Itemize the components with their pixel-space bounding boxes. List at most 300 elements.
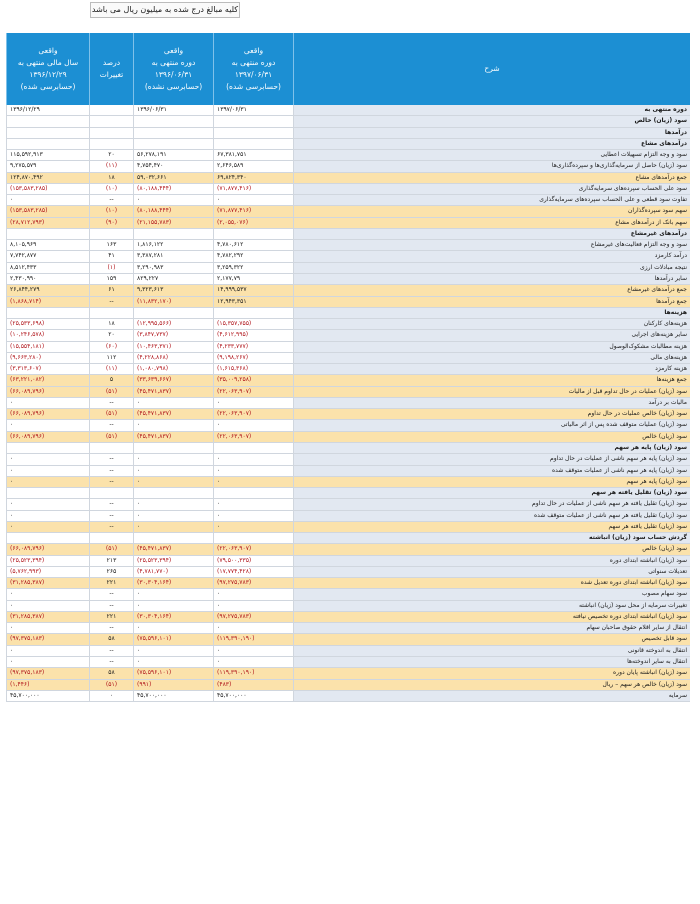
change-percent-cell: ۲۲۱ — [89, 612, 133, 622]
description-cell: جمع درآمدها — [293, 297, 690, 307]
description-cell: سود (زیان) خالص عملیات در حال تداوم — [293, 409, 690, 419]
year-1396-cell: (۱۵,۵۵۴,۱۸۱) — [6, 342, 89, 352]
period-1397-cell: ۰ — [213, 623, 293, 633]
change-percent-cell: ۵۸ — [89, 634, 133, 644]
table-row — [6, 556, 690, 567]
table-row — [6, 623, 690, 634]
table-row — [6, 578, 690, 589]
change-percent-cell: -- — [89, 646, 133, 656]
header-label: تغییرات — [99, 70, 124, 79]
table-row — [6, 161, 690, 172]
year-1396-cell: ۰ — [6, 499, 89, 509]
change-percent-cell: (۱۰) — [89, 206, 133, 216]
year-1396-cell: ۰ — [6, 646, 89, 656]
change-percent-cell — [89, 105, 133, 115]
period-1396-cell — [133, 488, 213, 498]
table-row — [6, 691, 690, 702]
period-1397-cell: (۱۱۹,۳۹۰,۱۹۰) — [213, 634, 293, 644]
description-cell: گردش حساب سود (زیان) انباشته — [293, 533, 690, 543]
table-header — [6, 33, 690, 105]
description-cell: سود سهام مصوب — [293, 589, 690, 599]
period-1397-cell: (۱,۶۱۵,۳۶۸) — [213, 364, 293, 374]
description-cell: سود (زیان) خالص — [293, 116, 690, 126]
year-1396-cell: (۳۱,۲۸۵,۳۸۷) — [6, 578, 89, 588]
table-row — [6, 589, 690, 600]
period-1397-cell: (۷۱,۸۷۷,۴۱۶) — [213, 184, 293, 194]
period-1396-cell: ۰ — [133, 420, 213, 430]
description-cell: جمع هزینه‌ها — [293, 375, 690, 385]
period-1396-cell: ۱,۸۱۶,۱۲۲ — [133, 240, 213, 250]
table-row — [6, 387, 690, 398]
period-1396-cell: ۴,۷۵۴,۴۷۰ — [133, 161, 213, 171]
period-1397-cell: ۰ — [213, 601, 293, 611]
table-row — [6, 240, 690, 251]
period-1396-cell: (۱۱,۸۳۲,۱۷۰) — [133, 297, 213, 307]
description-cell: سود (زیان) انباشته ابتدای دوره تعدیل شده — [293, 578, 690, 588]
change-percent-cell — [89, 308, 133, 318]
header-period-1397-col — [213, 33, 293, 105]
change-percent-cell — [89, 488, 133, 498]
year-1396-cell: ۸,۱۰۵,۹۶۹ — [6, 240, 89, 250]
year-1396-cell: ۲,۴۳۰,۹۹۰ — [6, 274, 89, 284]
change-percent-cell: -- — [89, 398, 133, 408]
change-percent-cell: -- — [89, 195, 133, 205]
year-1396-cell: ۰ — [6, 477, 89, 487]
description-cell: تعدیلات سنواتی — [293, 567, 690, 577]
change-percent-cell: ۵۸ — [89, 668, 133, 678]
change-percent-cell — [89, 533, 133, 543]
year-1396-cell: ۰ — [6, 195, 89, 205]
header-label: (حسابرسی شده) — [20, 82, 76, 91]
year-1396-cell: (۱۵۳,۵۸۳,۲۸۵) — [6, 184, 89, 194]
change-percent-cell: -- — [89, 657, 133, 667]
period-1396-cell: ۰ — [133, 499, 213, 509]
change-percent-cell: (۶۰) — [89, 342, 133, 352]
period-1396-cell — [133, 443, 213, 453]
change-percent-cell: (۱۰) — [89, 184, 133, 194]
description-cell: سود قابل تخصیص — [293, 634, 690, 644]
year-1396-cell: (۶۶,۰۸۹,۷۹۶) — [6, 387, 89, 397]
table-row — [6, 601, 690, 612]
period-1396-cell: (۷۵,۵۹۶,۱۰۱) — [133, 634, 213, 644]
table-body — [6, 105, 690, 702]
description-cell: سود (زیان) پایه هر سهم — [293, 443, 690, 453]
header-label: شرح — [484, 64, 500, 73]
description-cell: سود و وجه التزام فعالیت‌های غیرمشاع — [293, 240, 690, 250]
description-cell: هزینه‌های مالی — [293, 353, 690, 363]
change-percent-cell: ۱۶۳ — [89, 240, 133, 250]
period-1397-cell: ۴,۷۸۰,۶۱۲ — [213, 240, 293, 250]
year-1396-cell — [6, 116, 89, 126]
period-1396-cell: (۸۰,۱۸۸,۴۴۴) — [133, 184, 213, 194]
table-row — [6, 533, 690, 544]
period-1397-cell: (۱۱۹,۳۹۰,۱۹۰) — [213, 668, 293, 678]
period-1397-cell: (۹,۱۹۸,۲۶۷) — [213, 353, 293, 363]
header-label: سال مالی منتهی به — [17, 58, 79, 67]
table-row — [6, 218, 690, 229]
year-1396-cell: ۹,۲۷۵,۵۷۹ — [6, 161, 89, 171]
table-row — [6, 511, 690, 522]
period-1396-cell: (۱۲,۹۹۵,۵۶۶) — [133, 319, 213, 329]
table-row — [6, 409, 690, 420]
year-1396-cell — [6, 229, 89, 239]
year-1396-cell: ۰ — [6, 466, 89, 476]
header-change-col — [89, 33, 133, 105]
change-percent-cell: (۱۱) — [89, 364, 133, 374]
table-row — [6, 173, 690, 184]
table-row — [6, 420, 690, 431]
header-label: (حسابرسی نشده) — [144, 82, 203, 91]
period-1397-cell: (۴,۲۳۳,۷۷۷) — [213, 342, 293, 352]
period-1396-cell: (۱۰,۴۶۳,۳۷۱) — [133, 342, 213, 352]
description-cell: جمع درآمدهای مشاع — [293, 173, 690, 183]
period-1396-cell: ۴۵,۷۰۰,۰۰۰ — [133, 691, 213, 701]
table-row — [6, 195, 690, 206]
period-1397-cell: ۲,۶۴۶,۵۸۹ — [213, 161, 293, 171]
year-1396-cell: ۱۳۹۶/۱۲/۲۹ — [6, 105, 89, 115]
change-percent-cell: ۲۰ — [89, 330, 133, 340]
period-1396-cell: (۴,۲۲۸,۸۶۸) — [133, 353, 213, 363]
period-1396-cell: (۷۵,۵۹۶,۱۰۱) — [133, 668, 213, 678]
change-percent-cell: -- — [89, 589, 133, 599]
year-1396-cell: (۵,۷۶۲,۹۹۳) — [6, 567, 89, 577]
change-percent-cell: (۱۱) — [89, 161, 133, 171]
table-row — [6, 353, 690, 364]
period-1396-cell — [133, 116, 213, 126]
period-1397-cell: (۲,۰۵۵,۰۷۶) — [213, 218, 293, 228]
change-percent-cell — [89, 443, 133, 453]
description-cell: سود (زیان) پایه هر سهم ناشی از عملیات در حال تداوم — [293, 454, 690, 464]
year-1396-cell: (۶۳,۲۲۱,۰۸۲) — [6, 375, 89, 385]
description-cell: سود (زیان) حاصل از سرمایه‌گذاری‌ها و سپرده‌گذاری‌ها — [293, 161, 690, 171]
description-cell: سود (زیان) خالص هر سهم – ریال — [293, 680, 690, 690]
year-1396-cell — [6, 128, 89, 138]
description-cell: درآمدهای مشاع — [293, 139, 690, 149]
description-cell: سود (زیان) تقلیل یافته هر سهم — [293, 522, 690, 532]
period-1396-cell: ۰ — [133, 646, 213, 656]
period-1397-cell: ۴,۷۸۲,۲۹۲ — [213, 251, 293, 261]
description-cell: سود (زیان) تقلیل یافته هر سهم — [293, 488, 690, 498]
description-cell: هزینه‌های کارکنان — [293, 319, 690, 329]
change-percent-cell: -- — [89, 477, 133, 487]
period-1396-cell — [133, 533, 213, 543]
period-1397-cell: (۲۲,۰۶۳,۹۰۷) — [213, 387, 293, 397]
year-1396-cell: ۴۵,۷۰۰,۰۰۰ — [6, 691, 89, 701]
year-1396-cell: ۲۶,۸۴۴,۲۷۹ — [6, 285, 89, 295]
period-1396-cell — [133, 229, 213, 239]
table-row — [6, 668, 690, 679]
table-row — [6, 398, 690, 409]
period-1397-cell: ۴۵,۷۰۰,۰۰۰ — [213, 691, 293, 701]
description-cell: هزینه‌ها — [293, 308, 690, 318]
period-1397-cell — [213, 229, 293, 239]
description-cell: سود (زیان) انباشته پایان دوره — [293, 668, 690, 678]
table-row — [6, 263, 690, 274]
period-1396-cell: ۰ — [133, 589, 213, 599]
period-1396-cell: (۳۳,۶۳۹,۶۶۷) — [133, 375, 213, 385]
description-cell: انتقال از سایر اقلام حقوق صاحبان سهام — [293, 623, 690, 633]
description-cell: سود (زیان) پایه هر سهم — [293, 477, 690, 487]
table-row — [6, 274, 690, 285]
change-percent-cell: ۱۱۲ — [89, 353, 133, 363]
change-percent-cell: -- — [89, 454, 133, 464]
table-row — [6, 544, 690, 555]
table-row — [6, 680, 690, 691]
period-1397-cell: (۴۸۳) — [213, 680, 293, 690]
description-cell: سایر درآمدها — [293, 274, 690, 284]
period-1396-cell: ۳,۲۹۰,۹۸۳ — [133, 263, 213, 273]
year-1396-cell — [6, 488, 89, 498]
description-cell: نتیجه مبادلات ارزی — [293, 263, 690, 273]
period-1397-cell: ۰ — [213, 589, 293, 599]
change-percent-cell — [89, 128, 133, 138]
description-cell: سایر هزینه‌های اجرایی — [293, 330, 690, 340]
change-percent-cell: -- — [89, 297, 133, 307]
table-row — [6, 105, 690, 116]
period-1397-cell: (۱۵,۳۵۷,۷۵۵) — [213, 319, 293, 329]
description-cell: سود (زیان) پایه هر سهم ناشی از عملیات متوقف شده — [293, 466, 690, 476]
year-1396-cell: (۲۸,۷۱۲,۷۹۳) — [6, 218, 89, 228]
header-period-1396-col — [133, 33, 213, 105]
year-1396-cell: ۰ — [6, 511, 89, 521]
description-cell: انتقال به سایر اندوخته‌ها — [293, 657, 690, 667]
period-1396-cell: (۸۰,۱۸۸,۴۴۴) — [133, 206, 213, 216]
period-1397-cell — [213, 128, 293, 138]
header-year-1396-col — [6, 33, 89, 105]
period-1396-cell: (۴۵,۴۷۱,۸۳۷) — [133, 387, 213, 397]
period-1396-cell: (۴۵,۴۷۱,۸۳۷) — [133, 544, 213, 554]
description-cell: سود (زیان) خالص — [293, 432, 690, 442]
year-1396-cell: (۲۵,۵۲۳,۳۹۴) — [6, 556, 89, 566]
description-cell: هزینه مطالبات مشکوک‌الوصول — [293, 342, 690, 352]
period-1397-cell: ۰ — [213, 511, 293, 521]
period-1397-cell: (۱۷,۷۷۴,۴۲۸) — [213, 567, 293, 577]
period-1397-cell: ۰ — [213, 477, 293, 487]
header-label: دوره منتهی به — [151, 58, 196, 67]
description-cell: سود (زیان) عملیات در حال تداوم قبل از مالیات — [293, 387, 690, 397]
year-1396-cell: (۶۶,۰۸۹,۷۹۶) — [6, 409, 89, 419]
period-1397-cell: (۹۷,۲۷۵,۷۸۳) — [213, 612, 293, 622]
year-1396-cell: (۶۶,۰۸۹,۷۹۶) — [6, 544, 89, 554]
description-cell: سود علی الحساب سپرده‌های سرمایه‌گذاری — [293, 184, 690, 194]
table-row — [6, 297, 690, 308]
year-1396-cell: ۰ — [6, 398, 89, 408]
change-percent-cell: ۵ — [89, 375, 133, 385]
table-row — [6, 567, 690, 578]
header-label: واقعی — [163, 46, 184, 55]
year-1396-cell: (۳۱,۲۸۵,۳۸۷) — [6, 612, 89, 622]
period-1397-cell: (۳۵,۰۰۹,۲۵۸) — [213, 375, 293, 385]
period-1397-cell: ۰ — [213, 646, 293, 656]
period-1396-cell: (۳۰,۳۰۴,۱۶۴) — [133, 578, 213, 588]
description-cell: درآمدها — [293, 128, 690, 138]
year-1396-cell: ۰ — [6, 454, 89, 464]
change-percent-cell: -- — [89, 601, 133, 611]
table-row — [6, 443, 690, 454]
year-1396-cell: ۱۲۴,۸۷۰,۴۹۲ — [6, 173, 89, 183]
header-label: ۱۳۹۷/۰۶/۳۱ — [234, 70, 273, 79]
period-1397-cell: (۷۹,۵۰۰,۳۳۵) — [213, 556, 293, 566]
table-row — [6, 466, 690, 477]
period-1397-cell: (۲۲,۰۶۳,۹۰۷) — [213, 432, 293, 442]
change-percent-cell: ۲۲۱ — [89, 578, 133, 588]
year-1396-cell: ۰ — [6, 589, 89, 599]
header-description-col — [293, 33, 690, 105]
description-cell: تغییرات سرمایه از محل سود (زیان) انباشته — [293, 601, 690, 611]
change-percent-cell: -- — [89, 511, 133, 521]
period-1397-cell — [213, 139, 293, 149]
table-row — [6, 184, 690, 195]
period-1396-cell: ۰ — [133, 601, 213, 611]
table-row — [6, 432, 690, 443]
period-1397-cell: ۱۳۹۷/۰۶/۳۱ — [213, 105, 293, 115]
period-1397-cell: ۳,۲۵۹,۳۲۲ — [213, 263, 293, 273]
period-1397-cell — [213, 308, 293, 318]
change-percent-cell: ۲۰ — [89, 150, 133, 160]
description-cell: درآمدهای غیرمشاع — [293, 229, 690, 239]
period-1396-cell: ۰ — [133, 454, 213, 464]
description-cell: سرمایه — [293, 691, 690, 701]
period-1396-cell: (۲۵,۵۲۳,۳۹۴) — [133, 556, 213, 566]
period-1397-cell: ۰ — [213, 657, 293, 667]
description-cell: انتقال به اندوخته قانونی — [293, 646, 690, 656]
description-cell: درآمد کارمزد — [293, 251, 690, 261]
description-cell: دوره منتهی به — [293, 105, 690, 115]
currency-note: کلیه مبالغ درج شده به میلیون ریال می باشد — [90, 2, 240, 18]
change-percent-cell: -- — [89, 522, 133, 532]
period-1396-cell: ۹,۳۲۳,۶۱۳ — [133, 285, 213, 295]
description-cell: هزینه کارمزد — [293, 364, 690, 374]
year-1396-cell: (۱,۸۶۸,۷۱۴) — [6, 297, 89, 307]
period-1396-cell: ۳,۳۸۷,۲۸۱ — [133, 251, 213, 261]
description-cell: سود (زیان) عملیات متوقف شده پس از اثر مالیاتی — [293, 420, 690, 430]
change-percent-cell: (۵۱) — [89, 680, 133, 690]
period-1397-cell: ۶۷,۳۸۱,۷۵۱ — [213, 150, 293, 160]
period-1397-cell: ۰ — [213, 398, 293, 408]
period-1396-cell: (۲۱,۱۵۵,۷۸۳) — [133, 218, 213, 228]
change-percent-cell — [89, 229, 133, 239]
table-row — [6, 128, 690, 139]
table-row — [6, 634, 690, 645]
change-percent-cell — [89, 139, 133, 149]
table-row — [6, 330, 690, 341]
change-percent-cell: -- — [89, 420, 133, 430]
table-row — [6, 612, 690, 623]
period-1396-cell: (۹۹۱) — [133, 680, 213, 690]
table-row — [6, 477, 690, 488]
period-1396-cell: ۰ — [133, 477, 213, 487]
description-cell: سود و وجه التزام تسهیلات اعطایی — [293, 150, 690, 160]
year-1396-cell: (۱,۴۴۶) — [6, 680, 89, 690]
change-percent-cell: (۹۰) — [89, 218, 133, 228]
year-1396-cell: (۹۷,۳۷۵,۱۸۳) — [6, 634, 89, 644]
table-row — [6, 657, 690, 668]
header-label: (حسابرسی شده) — [226, 82, 281, 91]
change-percent-cell: (۱) — [89, 263, 133, 273]
change-percent-cell: (۵۱) — [89, 409, 133, 419]
year-1396-cell: (۳,۳۱۳,۶۰۷) — [6, 364, 89, 374]
change-percent-cell: ۴۱ — [89, 251, 133, 261]
period-1397-cell — [213, 488, 293, 498]
change-percent-cell: -- — [89, 499, 133, 509]
period-1397-cell — [213, 533, 293, 543]
table-row — [6, 150, 690, 161]
period-1397-cell — [213, 443, 293, 453]
year-1396-cell: ۰ — [6, 522, 89, 532]
period-1396-cell: (۴,۷۸۱,۷۷۰) — [133, 567, 213, 577]
period-1397-cell — [213, 116, 293, 126]
year-1396-cell: ۸,۵۱۲,۴۳۳ — [6, 263, 89, 273]
table-row — [6, 319, 690, 330]
change-percent-cell: ۱۸ — [89, 173, 133, 183]
change-percent-cell — [89, 116, 133, 126]
change-percent-cell: ۲۱۳ — [89, 556, 133, 566]
description-cell: سود (زیان) انباشته ابتدای دوره تخصیص نیافته — [293, 612, 690, 622]
period-1397-cell: ۰ — [213, 499, 293, 509]
table-row — [6, 251, 690, 262]
year-1396-cell: (۱۰,۲۴۶,۵۷۸) — [6, 330, 89, 340]
period-1397-cell: (۲۲,۰۶۳,۹۰۷) — [213, 409, 293, 419]
table-row — [6, 139, 690, 150]
period-1397-cell: (۹۷,۲۷۵,۷۸۳) — [213, 578, 293, 588]
description-cell: سهم بانک از درآمدهای مشاع — [293, 218, 690, 228]
description-cell: مالیات بر درآمد — [293, 398, 690, 408]
change-percent-cell: (۵۱) — [89, 544, 133, 554]
description-cell: سود (زیان) انباشته ابتدای دوره — [293, 556, 690, 566]
period-1396-cell: ۰ — [133, 522, 213, 532]
year-1396-cell: (۱۵۳,۵۸۳,۲۸۵) — [6, 206, 89, 216]
table-row — [6, 646, 690, 657]
table-row — [6, 375, 690, 386]
table-row — [6, 229, 690, 240]
year-1396-cell: ۰ — [6, 657, 89, 667]
period-1397-cell: ۰ — [213, 466, 293, 476]
year-1396-cell: (۹,۶۶۳,۲۸۰) — [6, 353, 89, 363]
year-1396-cell — [6, 533, 89, 543]
description-cell: سهم سود سپرده‌گذاران — [293, 206, 690, 216]
table-row — [6, 308, 690, 319]
header-label: ۱۳۹۶/۰۶/۳۱ — [154, 70, 193, 79]
period-1396-cell: ۰ — [133, 511, 213, 521]
period-1396-cell: ۵۶,۲۷۸,۱۹۱ — [133, 150, 213, 160]
header-label: واقعی — [38, 46, 58, 55]
description-cell: تفاوت سود قطعی و علی الحساب سپرده‌های سرمایه‌گذاری — [293, 195, 690, 205]
period-1397-cell: ۰ — [213, 195, 293, 205]
period-1396-cell: (۴۵,۴۷۱,۸۳۷) — [133, 409, 213, 419]
year-1396-cell: ۰ — [6, 420, 89, 430]
period-1397-cell: (۲۲,۰۶۳,۹۰۷) — [213, 544, 293, 554]
period-1396-cell: (۴۵,۴۷۱,۸۳۷) — [133, 432, 213, 442]
change-percent-cell: -- — [89, 466, 133, 476]
year-1396-cell: (۶۶,۰۸۹,۷۹۶) — [6, 432, 89, 442]
table-row — [6, 364, 690, 375]
description-cell: جمع درآمدهای غیرمشاع — [293, 285, 690, 295]
period-1396-cell: ۵۹,۰۳۲,۶۶۱ — [133, 173, 213, 183]
header-label: واقعی — [243, 46, 264, 55]
financial-statement-table — [6, 33, 690, 702]
change-percent-cell: ۱۸ — [89, 319, 133, 329]
period-1396-cell: ۰ — [133, 195, 213, 205]
year-1396-cell: (۹۷,۳۷۵,۱۸۳) — [6, 668, 89, 678]
year-1396-cell — [6, 139, 89, 149]
period-1396-cell: ۰ — [133, 657, 213, 667]
change-percent-cell: ۱۵۹ — [89, 274, 133, 284]
table-row — [6, 522, 690, 533]
header-label: دوره منتهی به — [231, 58, 276, 67]
period-1397-cell: ۱۲,۹۴۳,۳۵۱ — [213, 297, 293, 307]
period-1397-cell: (۷۱,۸۷۷,۴۱۶) — [213, 206, 293, 216]
period-1396-cell — [133, 128, 213, 138]
